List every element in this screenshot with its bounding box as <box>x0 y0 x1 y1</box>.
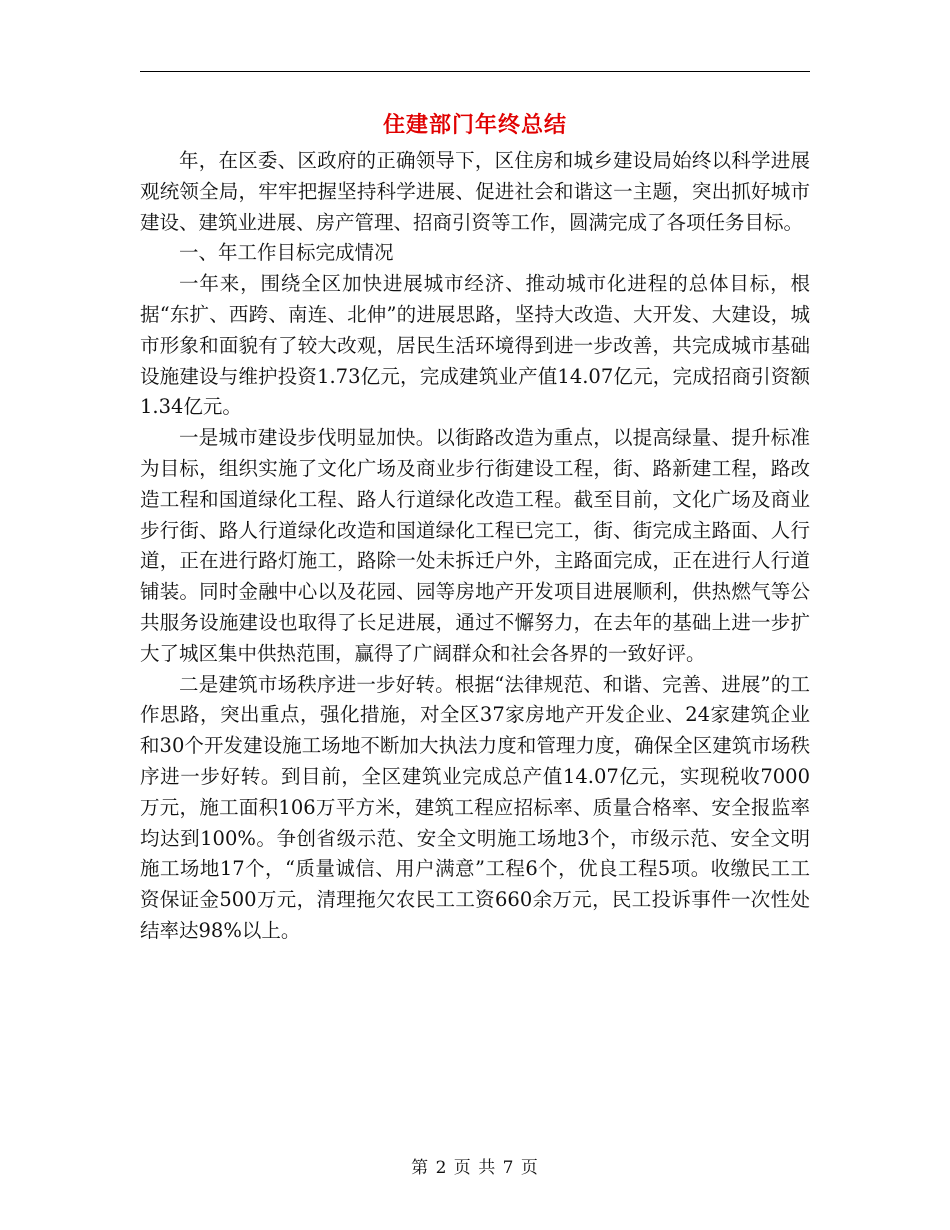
paragraph-market-order: 二是建筑市场秩序进一步好转。根据“法律规范、和谐、完善、进展”的工作思路，突出重点，强化措施，对全区37家房地产开发企业、24家建筑企业和30个开发建设施工场地不断加大执法力度和管理力度，确保全区建筑市场秩序进一步好转。到目前，全区建筑业完成总产值14.07亿元，实现税收7000万元，施工面积106万平方米，建筑工程应招标率、质量合格率、安全报监率均达到100%。争创省级示范、安全文明施工场地3个，市级示范、安全文明施工场地17个，“质量诚信、用户满意”工程6个，优良工程5项。收缴民工工资保证金500万元，清理拖欠农民工工资660余万元，民工投诉事件一次性处结率达98%以上。 <box>140 672 810 942</box>
document-body <box>140 146 810 947</box>
header-rule <box>140 71 810 72</box>
section-heading: 一、年工作目标完成情况 <box>179 241 394 265</box>
paragraph-overview: 一年来，围绕全区加快进展城市经济、推动城市化进程的总体目标，根据“东扩、西跨、南连、北伸”的进展思路，坚持大改造、大开发、大建设，城市形象和面貌有了较大改观，居民生活环境得到进一步改善，共完成城市基础设施建设与维护投资1.73亿元，完成建筑业产值14.07亿元，完成招商引资额1.34亿元。 <box>140 272 810 419</box>
document-title: 住建部门年终总结 <box>382 113 567 138</box>
paragraph-intro: 年，在区委、区政府的正确领导下，区住房和城乡建设局始终以科学进展观统领全局，牢牢把握坚持科学进展、促进社会和谐这一主题，突出抓好城市建设、建筑业进展、房产管理、招商引资等工作，圆满完成了各项任务目标。 <box>140 149 810 234</box>
paragraph-city-construction: 一是城市建设步伐明显加快。以街路改造为重点，以提高绿量、提升标准为目标，组织实施了文化广场及商业步行街建设工程，街、路新建工程，路改造工程和国道绿化工程、路人行道绿化改造工程。截至目前，文化广场及商业步行街、路人行道绿化改造和国道绿化工程已完工，街、街完成主路面、人行道，正在进行路灯施工，路除一处未拆迁户外，主路面完成，正在进行人行道铺装。同时金融中心以及花园、园等房地产开发项目进展顺利，供热燃气等公共服务设施建设也取得了长足进展，通过不懈努力，在去年的基础上进一步扩大了城区集中供热范围，赢得了广阔群众和社会各界的一致好评。 <box>140 426 810 665</box>
page-number-footer: 第 2 页 共 7 页 <box>411 1158 539 1178</box>
